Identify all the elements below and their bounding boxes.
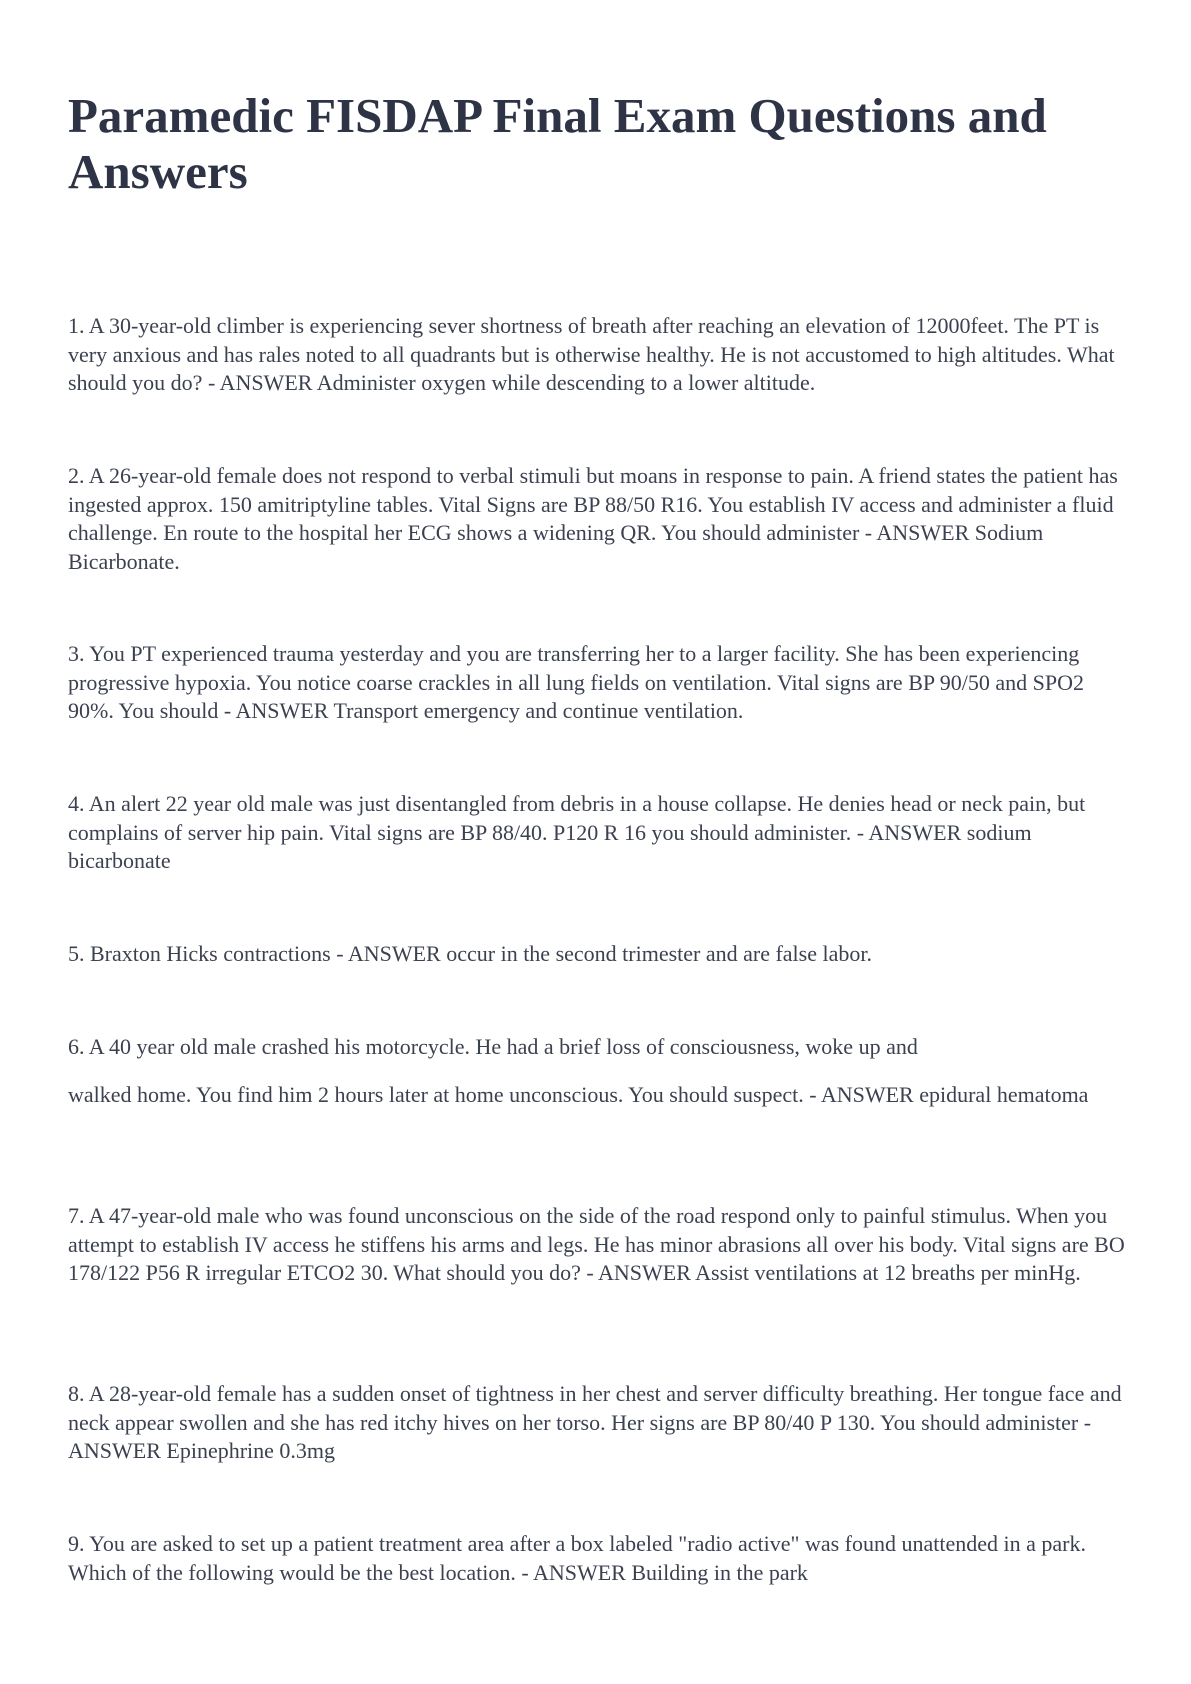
question-4: 4. An alert 22 year old male was just disentangled from debris in a house collapse. He denies head or neck pain, but complains of server hip pain. Vital signs are BP 88/40. P120 R 16 you should administer. - ANSWER sodium bicarbonate — [68, 791, 1086, 873]
question-6: 6. A 40 year old male crashed his motorcycle. He had a brief loss of consciousness, woke up and — [68, 1034, 918, 1059]
question-3: 3. You PT experienced trauma yesterday and you are transferring her to a larger facility. She has been experiencing progressive hypoxia. You notice coarse crackles in all lung fields on ventilation. Vital signs are BP 90/50 and SPO2 90%. You should - ANSWER Transport emergency and continue ventilation. — [68, 641, 1085, 723]
document-title: Paramedic FISDAP Final Exam Questions and Answers — [68, 88, 1047, 199]
question-2: 2. A 26-year-old female does not respond to verbal stimuli but moans in response to pain. A friend states the patient has ingested approx. 150 amitriptyline tables. Vital Signs are BP 88/50 R16. You establish IV access and administer a fluid challenge. En route to the hospital her ECG shows a widening QR. You should administer - ANSWER Sodium Bicarbonate. — [68, 463, 1118, 574]
question-8: 8. A 28-year-old female has a sudden onset of tightness in her chest and server difficulty breathing. Her tongue face and neck appear swollen and she has red itchy hives on her torso. Her signs are BP 80/40 P 130. You should administer - ANSWER Epinephrine 0.3mg — [68, 1381, 1122, 1463]
question-6-continued: walked home. You find him 2 hours later at home unconscious. You should suspect. - ANSWER epidural hematoma — [68, 1082, 1089, 1107]
question-7: 7. A 47-year-old male who was found unconscious on the side of the road respond only to painful stimulus. When you attempt to establish IV access he stiffens his arms and legs. He has minor abrasions all over his body. Vital signs are BO 178/122 P56 R irregular ETCO2 30. What should you do? - ANSWER Assist ventilations at 12 breaths per minHg. — [68, 1203, 1125, 1285]
question-1: 1. A 30-year-old climber is experiencing sever shortness of breath after reaching an elevation of 12000feet. The PT is very anxious and has rales noted to all quadrants but is otherwise healthy. He is not accustomed to high altitudes. What should you do? - ANSWER Administer oxygen while descending to a lower altitude. — [68, 313, 1115, 395]
question-9: 9. You are asked to set up a patient treatment area after a box labeled "radio active" was found unattended in a park. Which of the following would be the best location. - ANSWER Building in the park — [68, 1531, 1086, 1585]
question-5: 5. Braxton Hicks contractions - ANSWER occur in the second trimester and are false labor. — [68, 941, 872, 966]
